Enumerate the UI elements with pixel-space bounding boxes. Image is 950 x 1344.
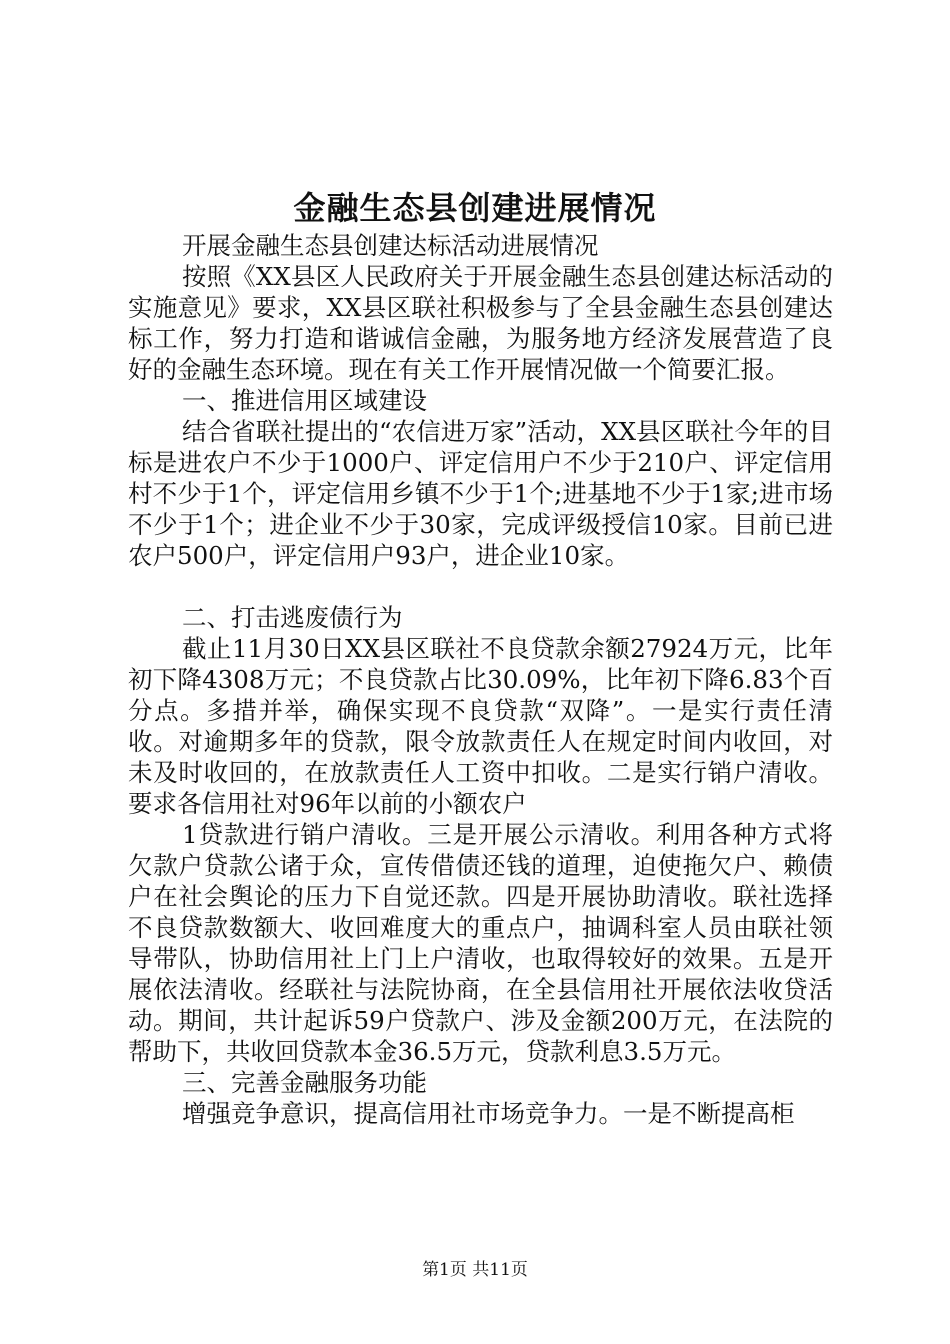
section-heading-2: 二、打击逃废债行为: [182, 603, 403, 632]
document-title: 金融生态县创建进展情况: [293, 189, 657, 227]
subtitle-paragraph: 开展金融生态县创建达标活动进展情况: [182, 231, 599, 260]
page-number-footer: 第1页 共11页: [422, 1260, 528, 1280]
section-2-paragraph-b: 1贷款进行销户清收。三是开展公示清收。利用各种方式将欠款户贷款公诸于众，宣传借债还钱的道理，迫使拖欠户、赖债户在社会舆论的压力下自觉还款。四是开展协助清收。联社选择不良贷款数额大、收回难度大的重点户，抽调科室人员由联社领导带队，协助信用社上门上户清收，也取得较好的效果。五是开展依法清收。经联社与法院协商，在全县信用社开展依法收贷活动。期间，共计起诉59户贷款户、涉及金额200万元，在法院的帮助下，共收回贷款本金36.5万元，贷款利息3.5万元。: [128, 820, 833, 1066]
document-body: [128, 230, 833, 1129]
section-1-paragraph: 结合省联社提出的“农信进万家”活动，XX县区联社今年的目标是进农户不少于1000户、评定信用户不少于210户、评定信用村不少于1个，评定信用乡镇不少于1个;进基地不少于1家;进市场不少于1个；进企业不少于30家，完成评级授信10家。目前已进农户500户，评定信用户93户，进企业10家。: [128, 417, 833, 570]
section-heading-3: 三、完善金融服务功能: [182, 1068, 427, 1097]
section-2-paragraph-a: 截止11月30日XX县区联社不良贷款余额27924万元，比年初下降4308万元；不良贷款占比30.09%，比年初下降6.83个百分点。多措并举，确保实现不良贷款“双降”。一是实行责任清收。对逾期多年的贷款，限令放款责任人在规定时间内收回，对未及时收回的，在放款责任人工资中扣收。二是实行销户清收。要求各信用社对96年以前的小额农户: [128, 634, 833, 818]
intro-paragraph: 按照《XX县区人民政府关于开展金融生态县创建达标活动的实施意见》要求，XX县区联社积极参与了全县金融生态县创建达标工作，努力打造和谐诚信金融，为服务地方经济发展营造了良好的金融生态环境。现在有关工作开展情况做一个简要汇报。: [128, 262, 833, 384]
section-heading-1: 一、推进信用区域建设: [182, 386, 427, 415]
section-3-paragraph: 增强竞争意识，提高信用社市场竞争力。一是不断提高柜: [182, 1099, 795, 1128]
